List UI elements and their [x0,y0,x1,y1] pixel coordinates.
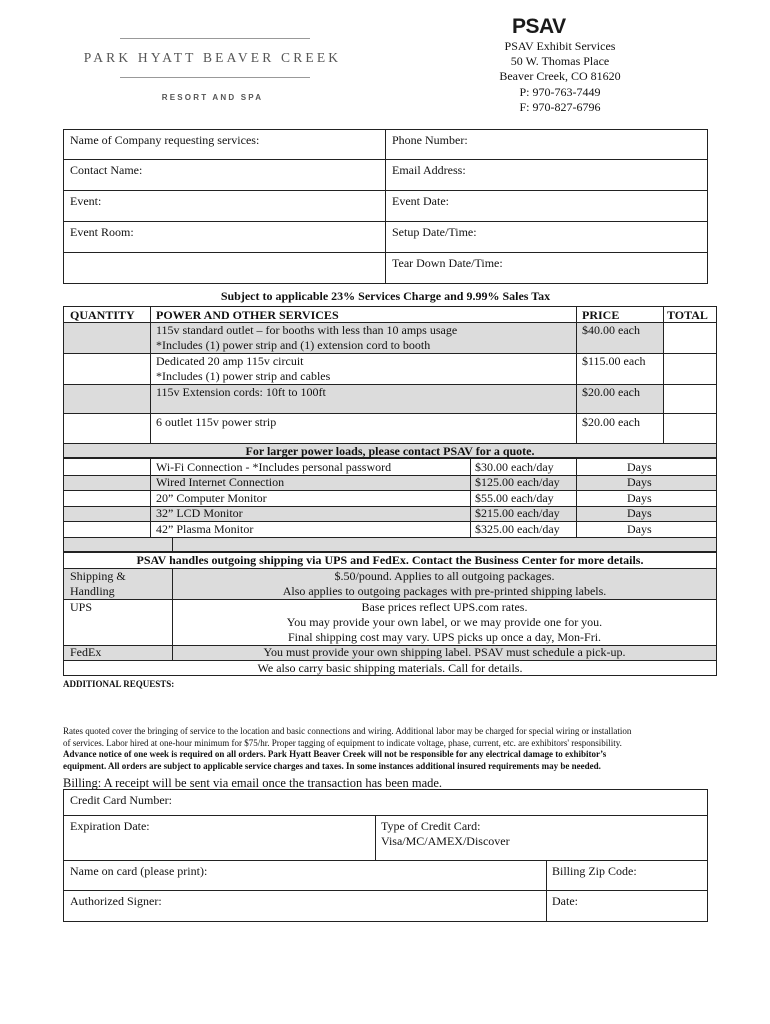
email-field[interactable]: Email Address: [392,163,466,177]
column-divider [546,860,547,922]
column-divider [470,458,471,537]
ups-label: UPS [70,600,93,614]
service-price: $40.00 each [582,323,640,337]
authorized-signer-field[interactable]: Authorized Signer: [70,894,162,908]
company-name-field[interactable]: Name of Company requesting services: [70,133,260,147]
larger-power-note: For larger power loads, please contact PSAV for a quote. [245,444,535,458]
contact-divider [385,129,386,284]
logo-subtitle: RESORT AND SPA [161,93,264,102]
row-divider [63,190,708,191]
av-item: 20” Computer Monitor [156,491,267,505]
billing-zip-field[interactable]: Billing Zip Code: [552,864,637,878]
address-line: PSAV Exhibit Services [504,39,616,53]
shipping-line: You may provide your own label, or we may provide one for you. [286,615,603,629]
rates-text: Rates quoted cover the bringing of service to the location and basic connections and wiring. Additional labor may be charged for special wiring or installation [63,726,632,736]
service-item: 115v Extension cords: 10ft to 100ft [156,385,326,399]
shipping-line: $.50/pound. Applies to all outgoing packages. [334,569,555,583]
shipping-label: Shipping & [70,569,126,583]
row-divider [63,221,708,222]
name-on-card-field[interactable]: Name on card (please print): [70,864,208,878]
logo-name: PARK HYATT BEAVER CREEK [83,50,342,65]
expiration-date-field[interactable]: Expiration Date: [70,819,150,833]
service-item: 6 outlet 115v power strip [156,415,277,429]
row-divider [63,860,708,861]
setup-datetime-field[interactable]: Setup Date/Time: [392,225,477,239]
av-unit: Days [627,491,652,505]
row-divider [63,537,717,538]
shipping-line: You must provide your own shipping label. PSAV must schedule a pick-up. [263,645,626,659]
quantity-header: QUANTITY [70,308,135,322]
row-divider [63,413,717,414]
psav-logo: PSAV [512,15,566,38]
service-item: Dedicated 20 amp 115v circuit [156,354,304,368]
address-line: P: 970-763-7449 [519,84,601,99]
row-divider [63,159,708,160]
av-unit: Days [627,475,652,489]
event-room-field[interactable]: Event Room: [70,225,134,239]
column-divider [150,458,151,537]
service-item: 115v standard outlet – for booths with less than 10 amps usage [156,323,458,337]
av-price: $30.00 each/day [475,460,554,474]
total-header: TOTAL [667,308,708,322]
av-unit: Days [627,506,652,520]
column-divider [663,306,664,443]
teardown-datetime-field[interactable]: Tear Down Date/Time: [392,256,503,270]
shipping-line: Base prices reflect UPS.com rates. [361,600,528,614]
column-divider [576,306,577,443]
shipping-title: PSAV handles outgoing shipping via UPS and FedEx. Contact the Business Center for more details. [136,553,644,567]
av-price: $55.00 each/day [475,491,554,505]
service-item-note: *Includes (1) power strip and cables [156,369,331,383]
rates-text: of services. Labor hired at one-hour minimum for $75/hr. Proper tagging of equipment to indicate voltage, phase, current, etc. are exhibitors' responsibility. [63,738,622,748]
shipping-line: Final shipping cost may vary. UPS picks up once a day, Mon-Fri. [287,630,602,644]
shipping-line: Also applies to outgoing packages with pre-printed shipping labels. [282,584,607,598]
logo-rule-bottom [120,77,310,78]
column-divider [150,306,151,443]
additional-requests-label[interactable]: ADDITIONAL REQUESTS: [63,679,175,689]
date-field[interactable]: Date: [552,894,578,908]
card-type-options: Visa/MC/AMEX/Discover [381,834,510,848]
row-divider [63,252,708,253]
fedex-label: FedEx [70,645,102,659]
address-line: F: 970-827-6796 [519,99,601,114]
service-price: $20.00 each [582,385,640,399]
av-unit: Days [627,522,652,536]
av-item: Wi-Fi Connection - *Includes personal password [156,460,392,474]
av-item: Wired Internet Connection [156,475,285,489]
column-divider [172,537,173,552]
rates-text: Advance notice of one week is required on all orders. Park Hyatt Beaver Creek will not be responsible for any electrical damage to exhibitor’s [63,749,607,759]
tax-note: Subject to applicable 23% Services Charge and 9.99% Sales Tax [220,289,551,303]
billing-intro: Billing: A receipt will be sent via email once the transaction has been made. [63,776,443,790]
rates-text: equipment. All orders are subject to applicable service charges and taxes. In some instances additional insured requirements may be needed. [63,761,601,771]
event-date-field[interactable]: Event Date: [392,194,449,208]
card-type-field[interactable]: Type of Credit Card: [381,819,481,833]
column-divider [576,458,577,537]
av-item: 42” Plasma Monitor [156,522,254,536]
column-divider [375,815,376,860]
price-header: PRICE [582,308,620,322]
logo-rule-top [120,38,310,39]
service-price: $20.00 each [582,415,640,429]
contact-name-field[interactable]: Contact Name: [70,163,143,177]
psav-address [470,39,650,115]
av-price: $125.00 each/day [475,475,560,489]
park-hyatt-logo [60,22,365,114]
card-number-field[interactable]: Credit Card Number: [70,793,172,807]
av-item: 32” LCD Monitor [156,506,243,520]
phone-field[interactable]: Phone Number: [392,133,468,147]
av-price: $325.00 each/day [475,522,560,536]
av-price: $215.00 each/day [475,506,560,520]
row-divider [63,890,708,891]
shipping-line: We also carry basic shipping materials. Call for details. [257,661,523,675]
handling-label: Handling [70,584,115,598]
av-unit: Days [627,460,652,474]
address-line: Beaver Creek, CO 81620 [499,69,621,84]
service-item-note: *Includes (1) power strip and (1) extension cord to booth [156,338,431,352]
address-line: 50 W. Thomas Place [510,54,610,69]
row-divider [63,815,708,816]
services-header: POWER AND OTHER SERVICES [156,308,339,322]
service-price: $115.00 each [582,354,646,368]
event-field[interactable]: Event: [70,194,102,208]
